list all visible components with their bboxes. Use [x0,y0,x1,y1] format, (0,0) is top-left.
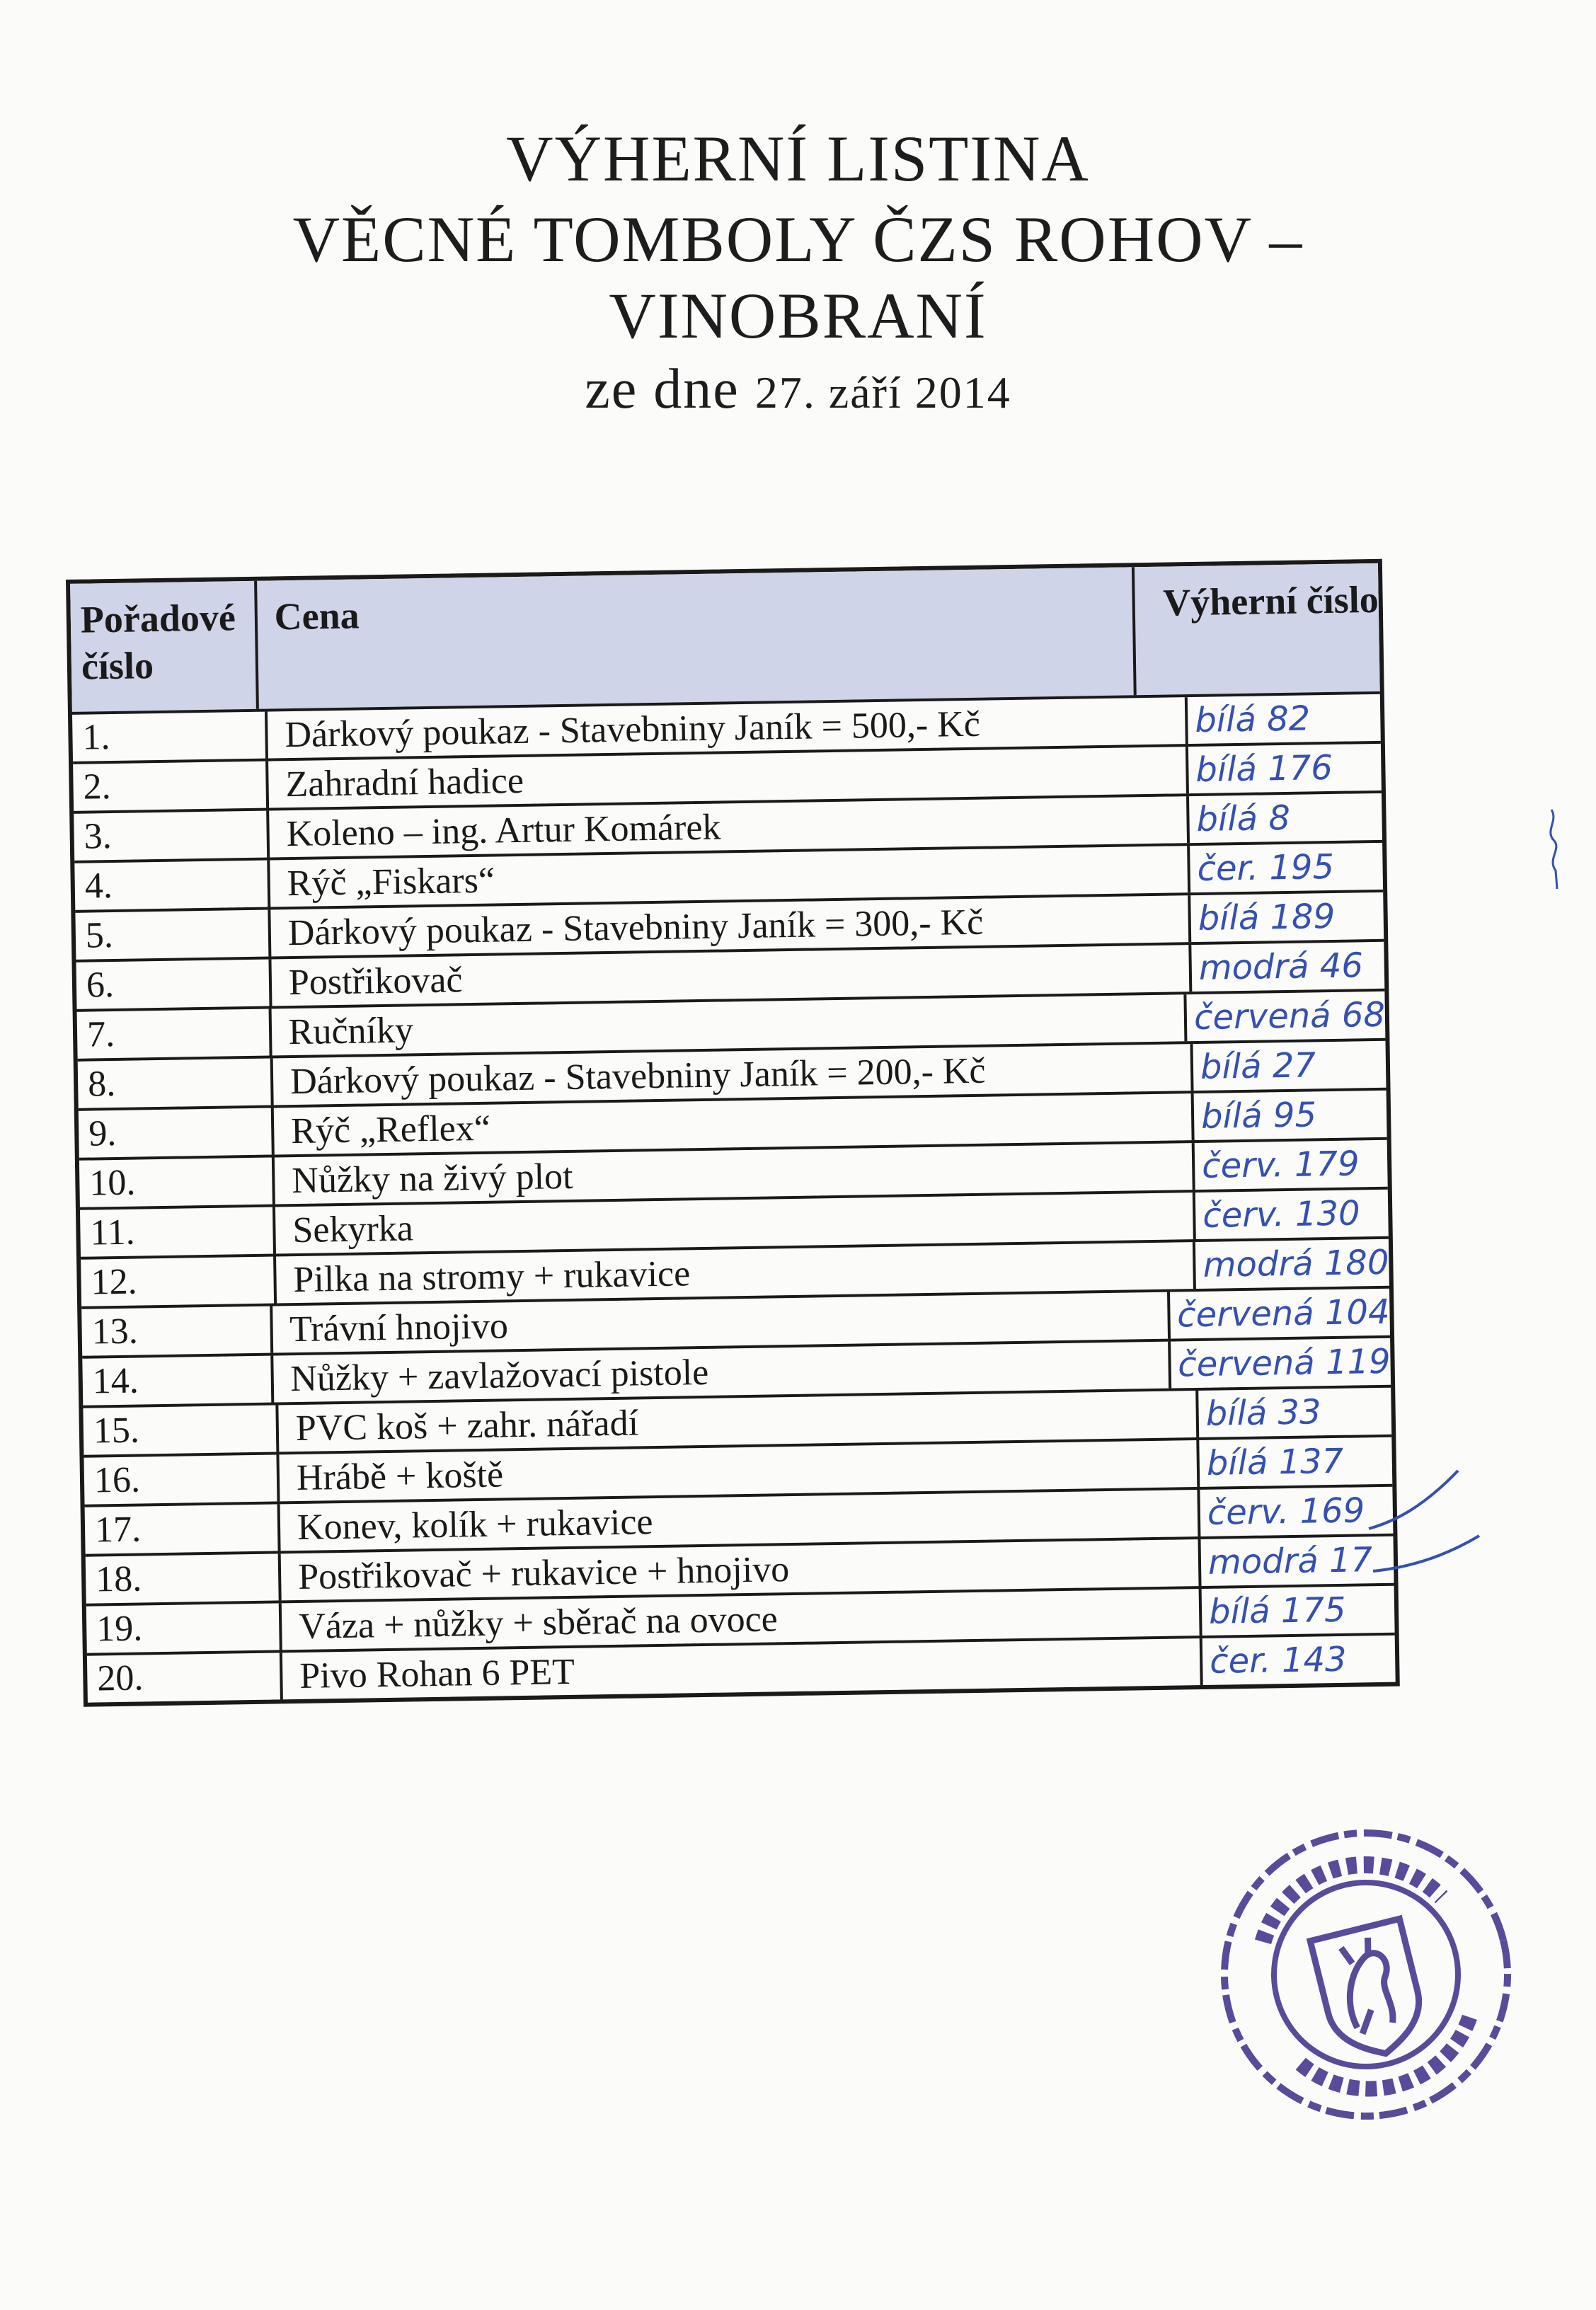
row-prize: Trávní hnojivo [272,1292,1171,1353]
row-order: 11. [80,1207,276,1256]
row-prize: Dárkový poukaz - Stavebniny Janík = 500,- Kč [268,697,1188,758]
row-winning-number: červená 119 [1177,1341,1391,1385]
row-prize: Sekyrka [275,1193,1196,1253]
row-winning-number: bílá 176 [1195,747,1333,790]
row-order: 6. [76,960,272,1009]
row-order: 12. [81,1256,277,1306]
row-prize: PVC koš + zahr. nářadí [278,1391,1199,1452]
row-prize: Dárkový poukaz - Stavebniny Janík = 200,- Kč [273,1044,1194,1105]
row-winning-number: bílá 137 [1206,1441,1344,1483]
winners-table [66,559,1400,1707]
row-winning-number: modrá 180 [1202,1242,1389,1285]
row-winning-number: červená 68 [1193,994,1386,1038]
row-winning-number: čer. 195 [1197,846,1335,889]
row-order: 19. [86,1603,282,1653]
row-winning-number: čer. 143 [1209,1639,1348,1682]
row-winning-number: bílá 33 [1205,1392,1322,1434]
row-prize: Dárkový poukaz - Stavebniny Janík = 300,- Kč [270,895,1191,956]
row-prize: Konev, kolík + rukavice [280,1490,1201,1551]
table-header-row [70,563,1380,712]
row-winning-number: bílá 95 [1200,1095,1317,1137]
row-winning-number: červená 104 [1176,1292,1390,1335]
row-prize: Rýč „Reflex“ [274,1093,1195,1154]
handwritten-tick-marks [1366,1465,1486,1578]
row-winning-number: červ. 169 [1207,1490,1365,1533]
row-winning-number: modrá 46 [1198,946,1364,988]
date-prefix: ze dne [585,358,740,420]
title-line-2: VĚCNÉ TOMBOLY ČZS ROHOV – [292,203,1304,275]
row-winning-number: bílá 27 [1200,1045,1316,1087]
table-body [72,691,1396,1703]
row-prize: Pilka na stromy + rukavice [276,1242,1196,1303]
row-winning-number: bílá 175 [1208,1590,1346,1632]
row-order: 10. [79,1157,275,1207]
row-winning-number: bílá 189 [1198,896,1336,938]
row-prize: Pivo Rohan 6 PET [282,1638,1203,1699]
title-line-1: VÝHERNÍ LISTINA [506,122,1090,195]
row-order: 4. [74,861,270,910]
row-prize: Váza + nůžky + sběrač na ovoce [282,1589,1202,1650]
row-order: 1. [72,712,268,762]
row-order: 14. [82,1356,274,1406]
header-winning-number: Výherní číslo [1162,578,1379,624]
row-order: 13. [81,1306,273,1356]
row-order: 9. [79,1108,275,1157]
margin-mark [1543,807,1564,892]
row-order: 18. [86,1553,282,1603]
row-prize: Nůžky + zavlažovací pistole [273,1342,1171,1403]
row-order: 3. [74,811,270,861]
row-order: 17. [85,1504,281,1553]
header-prize: Cena [257,567,1136,708]
row-order: 8. [78,1058,274,1108]
row-prize: Postřikovač + rukavice + hnojivo [281,1539,1202,1600]
row-prize: Rýč „Fiskars“ [270,846,1190,907]
row-winning-number: modrá 17 [1207,1540,1373,1582]
row-order: 15. [83,1405,279,1454]
title-date-line [0,358,1596,420]
row-winning-number: bílá 8 [1196,798,1291,839]
row-winning-number: bílá 82 [1194,699,1311,740]
row-prize: Postřikovač [271,945,1192,1006]
row-order: 5. [75,910,271,960]
row-prize: Ručníky [271,994,1187,1055]
row-order: 16. [84,1454,280,1504]
row-order: 2. [73,762,269,811]
date-value: 27. září 2014 [754,367,1011,418]
header-order: Pořadové číslo [70,581,259,712]
row-prize: Koleno – ing. Artur Komárek [269,796,1190,857]
row-prize: Zahradní hadice [268,747,1189,808]
row-winning-number: červ. 130 [1202,1193,1361,1236]
row-prize: Hrábě + koště [279,1440,1200,1501]
row-winning-number: červ. 179 [1201,1144,1360,1186]
title-line-3: VINOBRANÍ [609,280,987,352]
organization-stamp-icon [1203,1798,1529,2151]
row-order: 7. [77,1009,272,1059]
row-order: 20. [87,1653,283,1702]
row-prize: Nůžky na živý plot [275,1143,1195,1204]
